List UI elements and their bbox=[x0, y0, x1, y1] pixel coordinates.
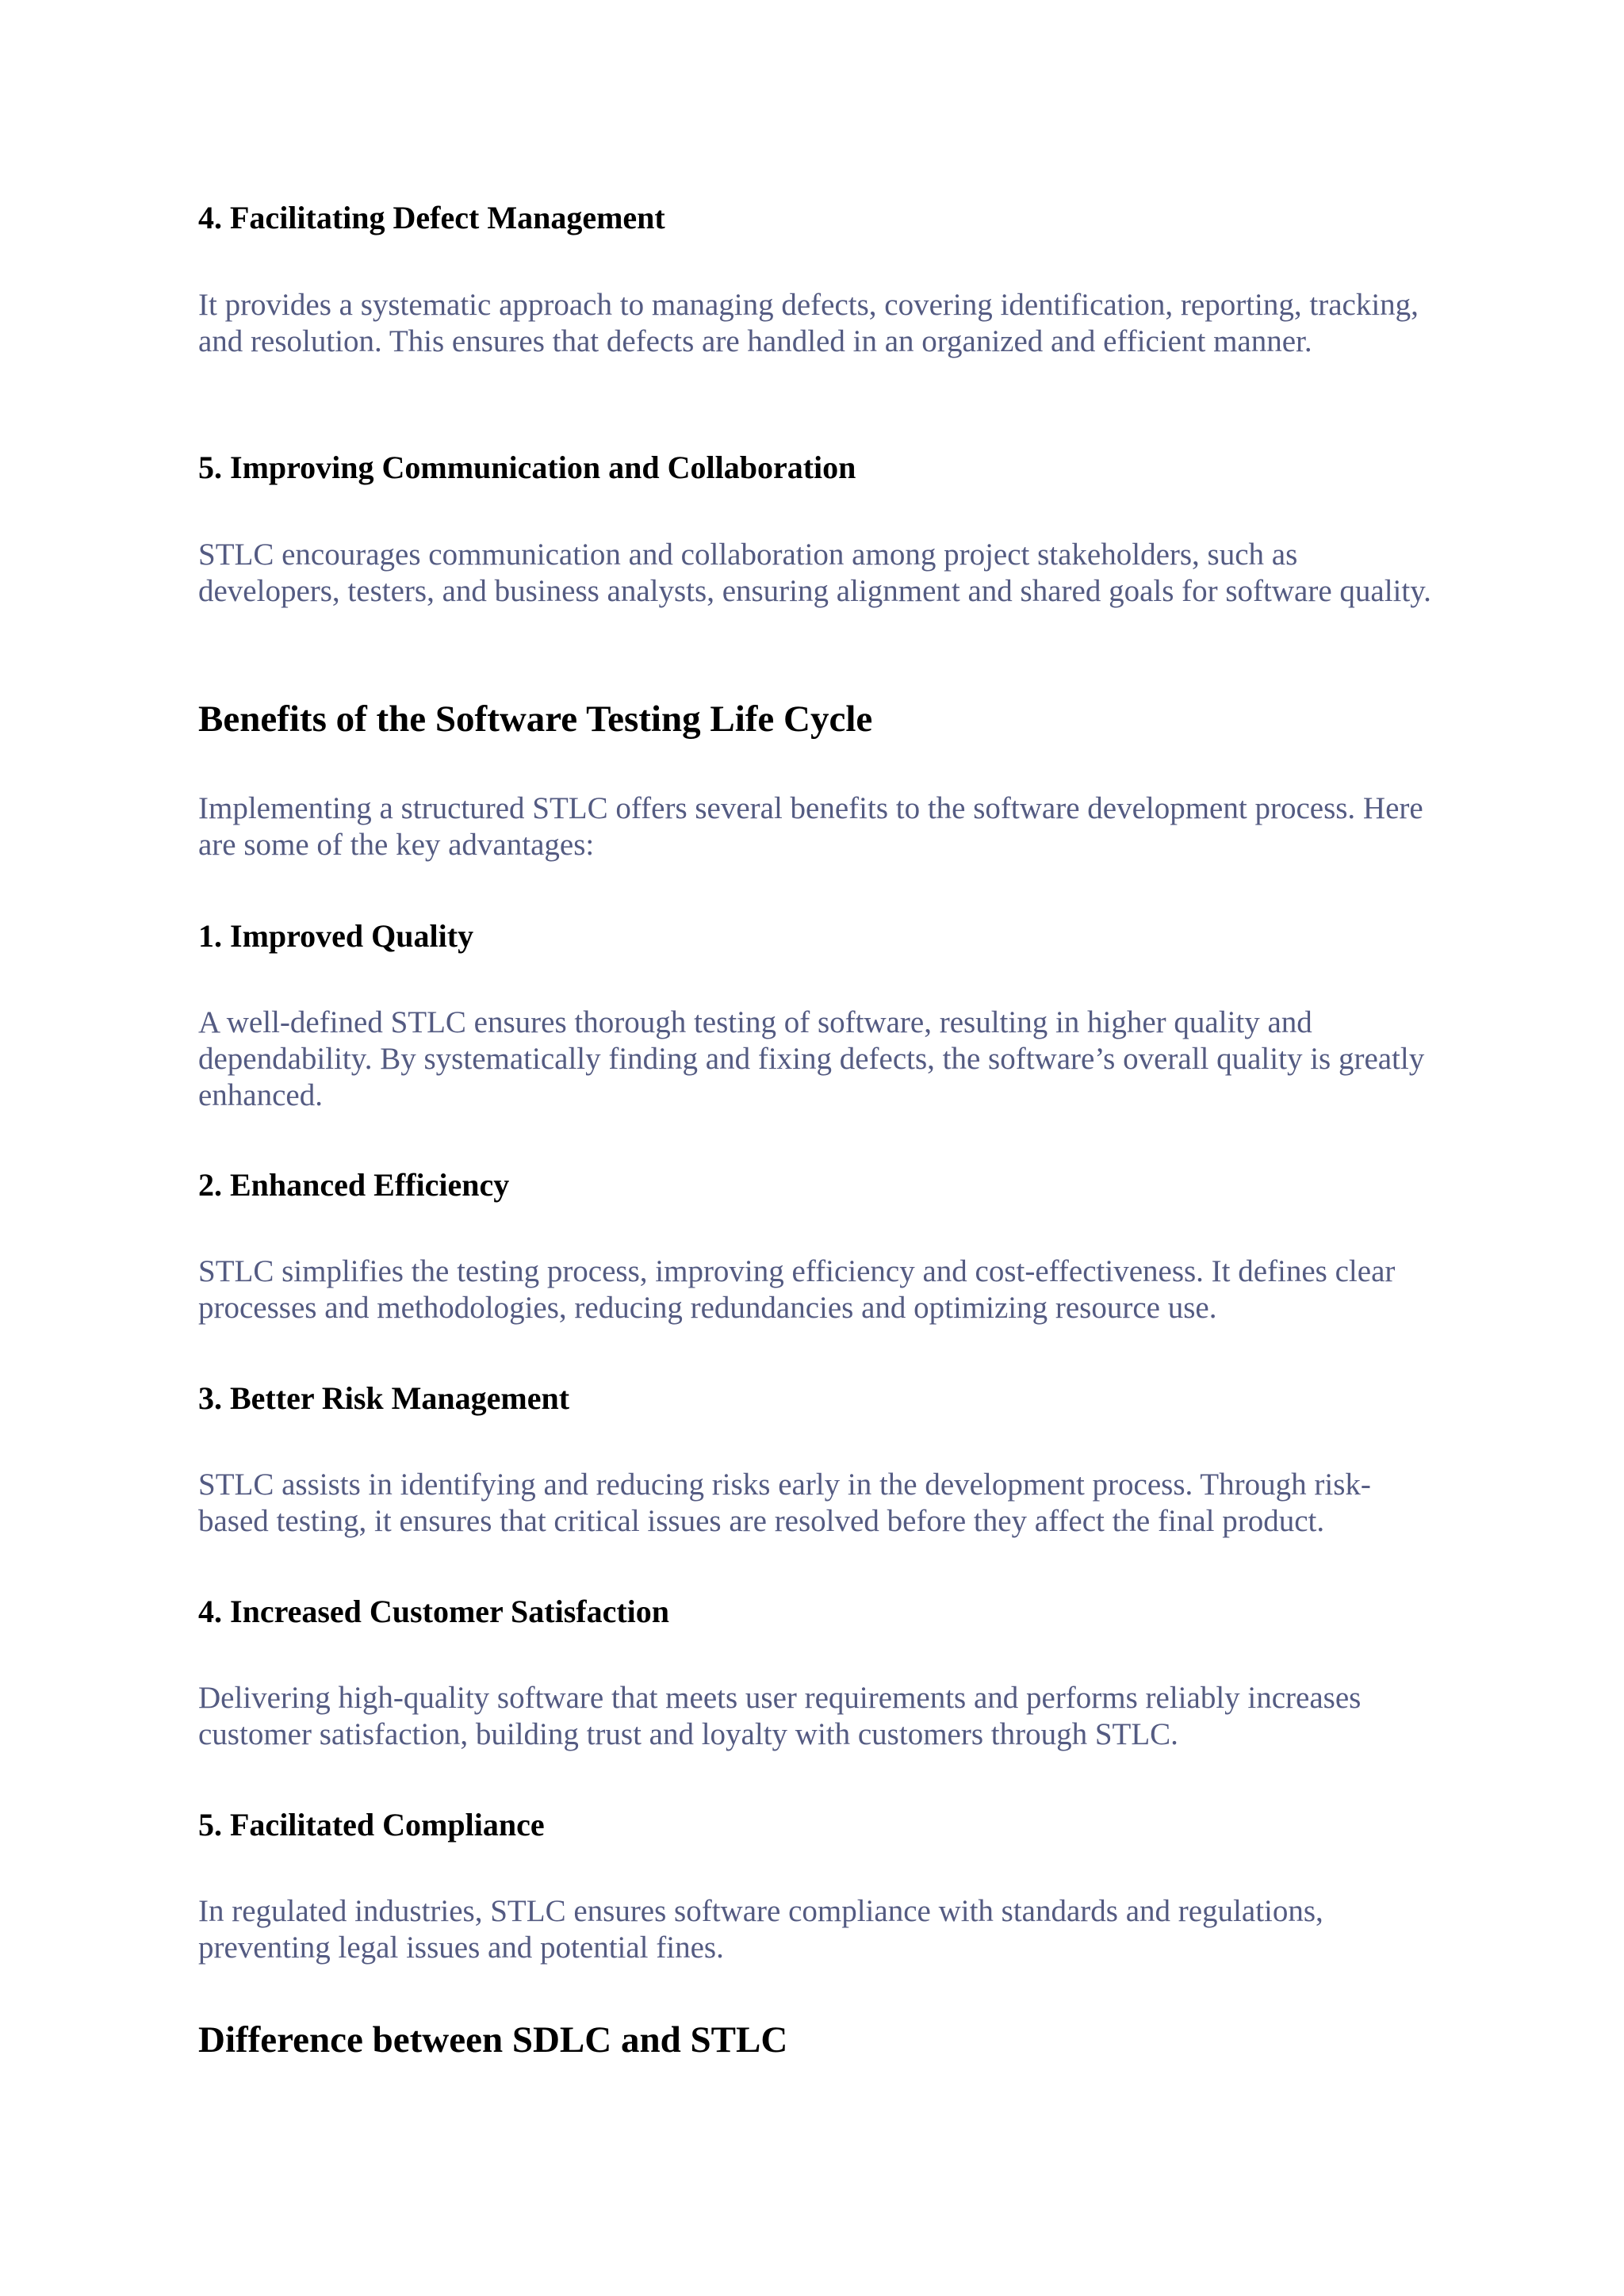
benefit-body-improved-quality: A well-defined STLC ensures thorough testing of software, resulting in higher quality and dependability. By systematically finding and fixing defects, the software’s overall quality is greatly enhanced. bbox=[198, 1005, 1425, 1112]
section-body-communication: STLC encourages communication and collaboration among project stakeholders, such as developers, testers, and business analysts, ensuring alignment and shared goals for software quality. bbox=[198, 538, 1431, 608]
benefit-heading-improved-quality: 1. Improved Quality bbox=[198, 918, 474, 954]
section-heading-communication: 5. Improving Communication and Collaboration bbox=[198, 450, 856, 485]
section-heading-defect-management: 4. Facilitating Defect Management bbox=[198, 200, 665, 235]
section-body-defect-management: It provides a systematic approach to managing defects, covering identification, reporting, tracking, and resolution. This ensures that defects are handled in an organized and efficient manner. bbox=[198, 288, 1419, 358]
benefit-body-risk-management: STLC assists in identifying and reducing risks early in the development process. Through risk-based testing, it ensures that critical issues are resolved before they affect the final product. bbox=[198, 1468, 1371, 1538]
difference-title: Difference between SDLC and STLC bbox=[198, 2019, 788, 2061]
benefit-body-customer-satisfaction: Delivering high-quality software that meets user requirements and performs reliably increases customer satisfaction, building trust and loyalty with customers through STLC. bbox=[198, 1681, 1362, 1751]
benefit-body-enhanced-efficiency: STLC simplifies the testing process, improving efficiency and cost-effectiveness. It defines clear processes and methodologies, reducing redundancies and optimizing resource use. bbox=[198, 1254, 1396, 1325]
benefit-heading-risk-management: 3. Better Risk Management bbox=[198, 1380, 570, 1416]
benefit-heading-customer-satisfaction: 4. Increased Customer Satisfaction bbox=[198, 1594, 670, 1629]
benefits-intro: Implementing a structured STLC offers several benefits to the software development process. Here are some of the key advantages: bbox=[198, 791, 1423, 862]
benefits-title: Benefits of the Software Testing Life Cycle bbox=[198, 698, 873, 740]
benefit-heading-compliance: 5. Facilitated Compliance bbox=[198, 1807, 545, 1843]
benefit-body-compliance: In regulated industries, STLC ensures software compliance with standards and regulations, preventing legal issues and potential fines. bbox=[198, 1894, 1323, 1965]
benefit-heading-enhanced-efficiency: 2. Enhanced Efficiency bbox=[198, 1167, 510, 1203]
